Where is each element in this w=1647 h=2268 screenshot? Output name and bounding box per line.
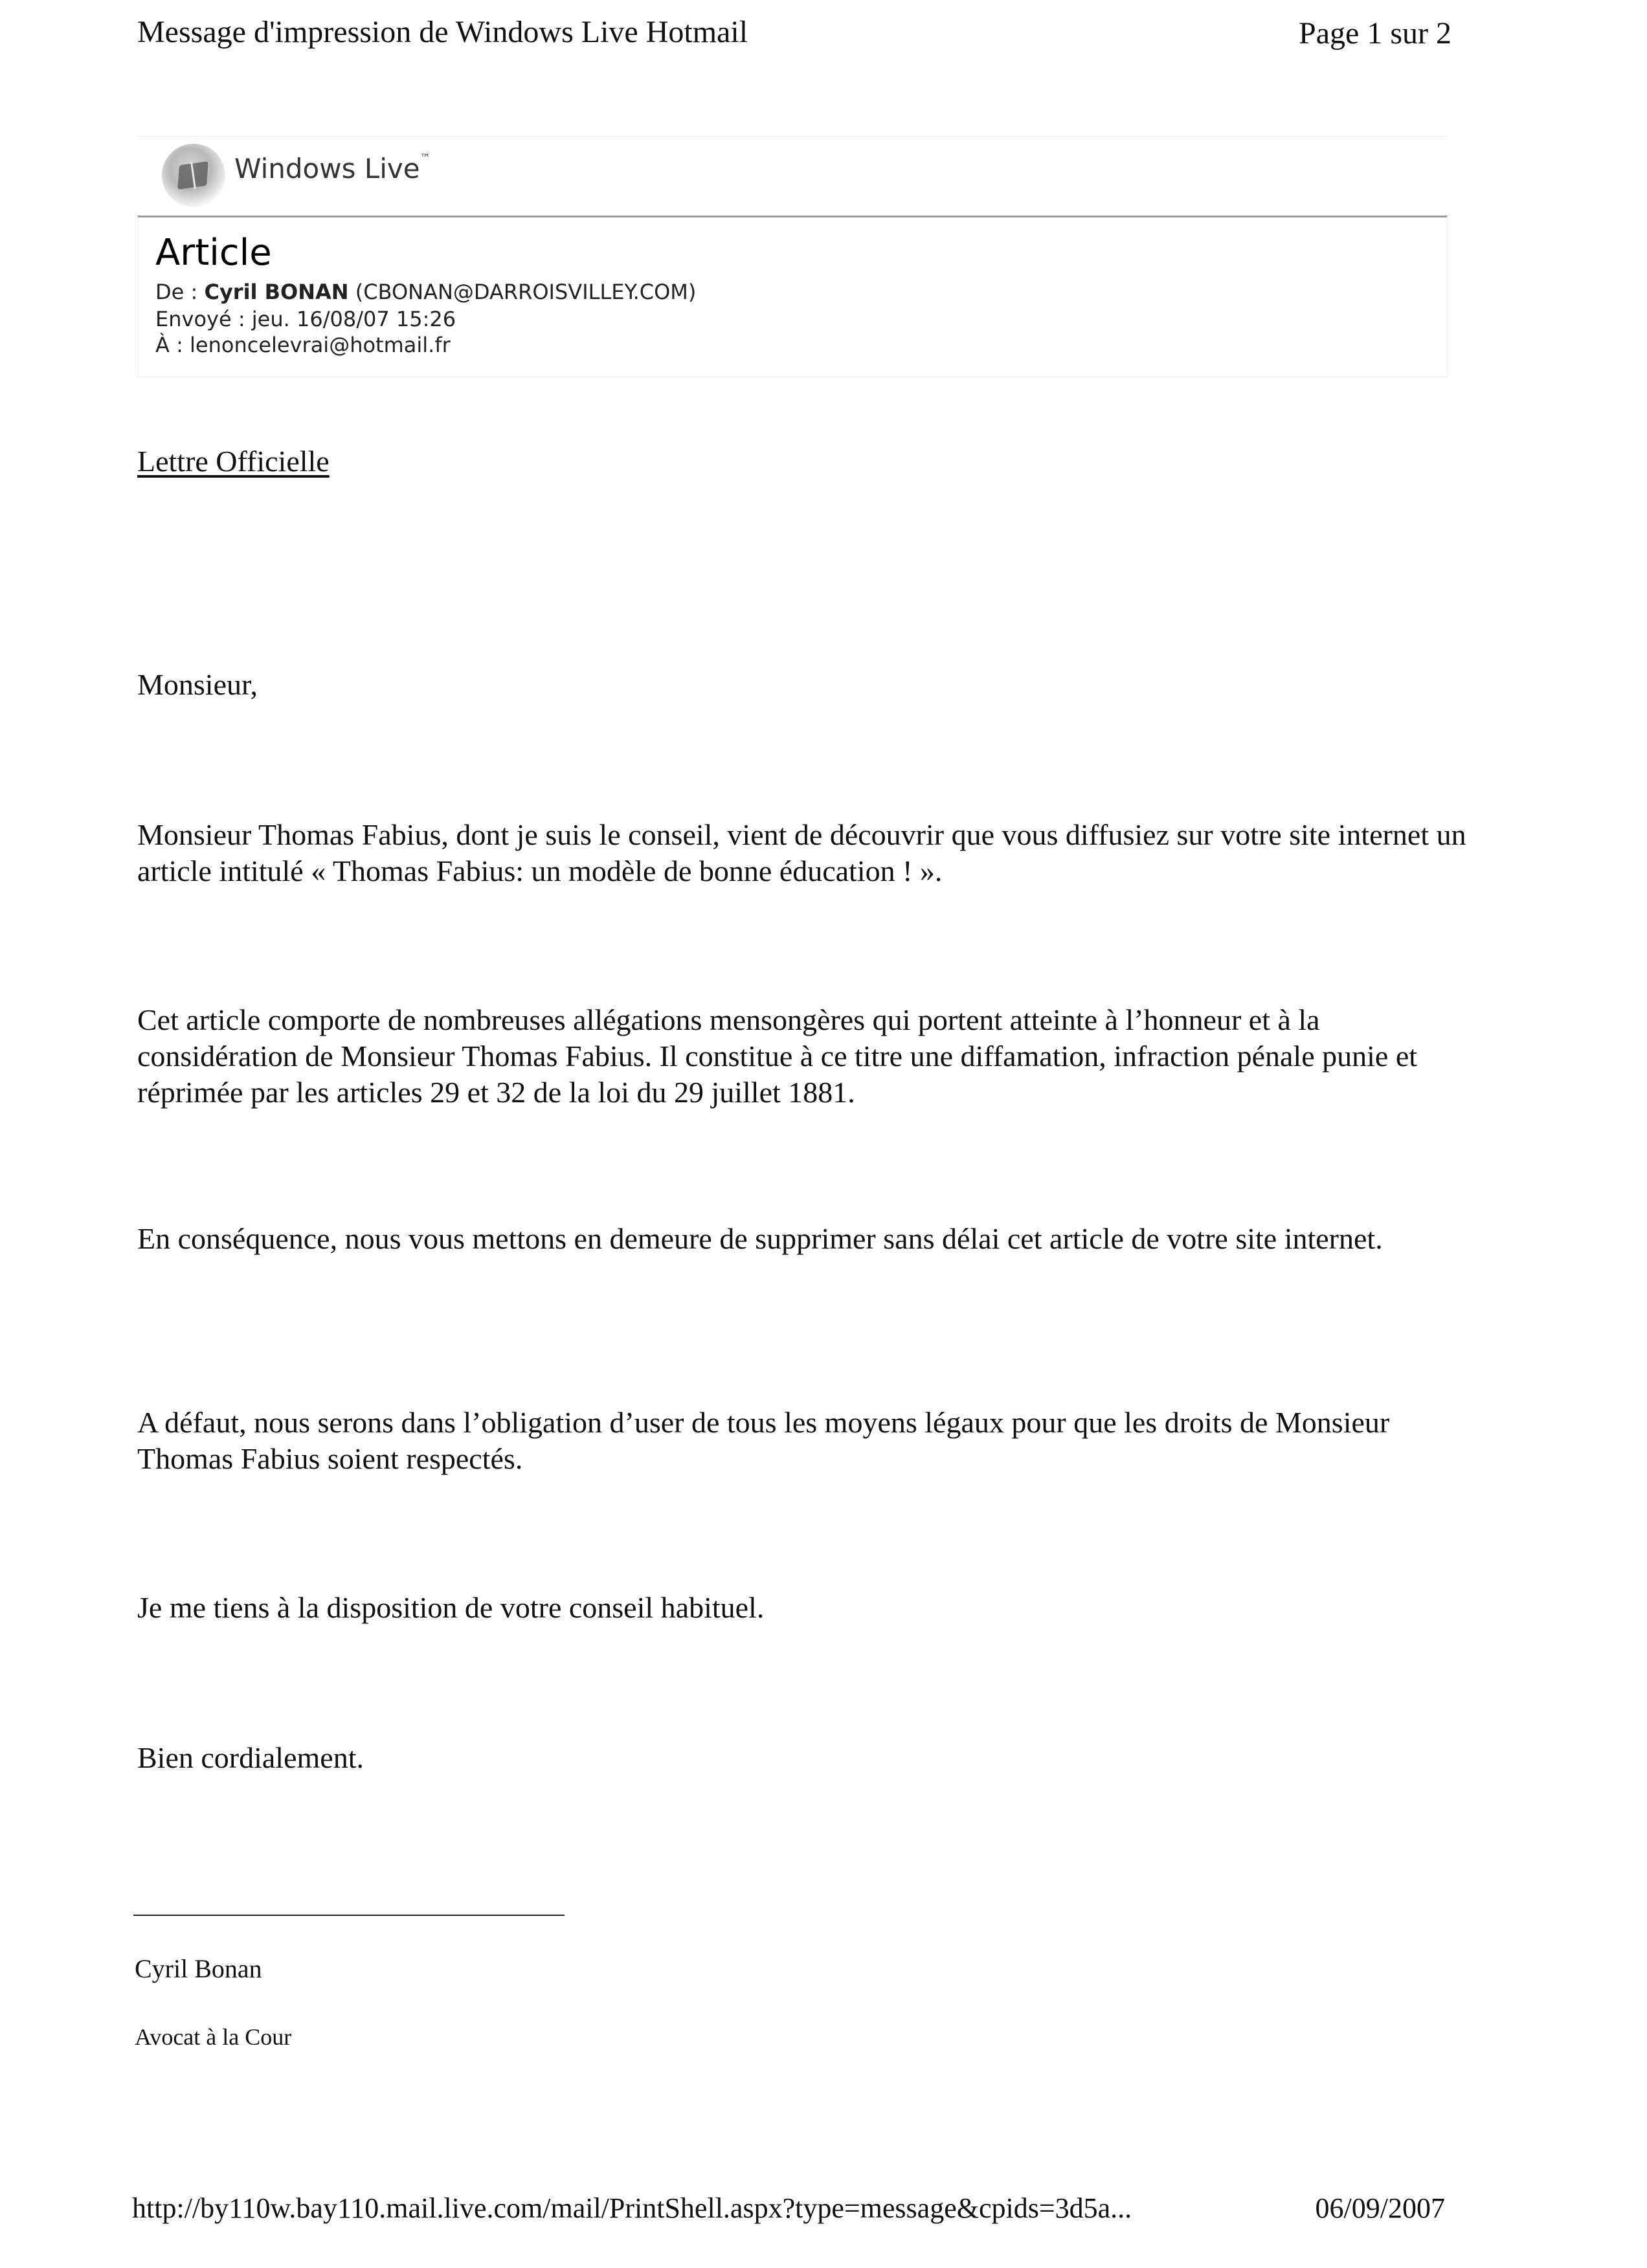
trademark-mark: ™ xyxy=(420,151,431,164)
signature-line xyxy=(133,1915,565,1916)
letter-paragraph: En conséquence, nous vous mettons en demeure de supprimer sans délai cet article de votre site internet. xyxy=(137,1222,1383,1255)
sender-name: Cyril BONAN xyxy=(204,280,349,304)
letter-paragraph: A défaut, nous serons dans l’obligation d’user de tous les moyens légaux pour que les droits de Monsieur Thomas Fabius soient respectés. xyxy=(137,1406,1390,1475)
sender-email: (CBONAN@DARROISVILLEY.COM) xyxy=(355,280,697,304)
closing: Bien cordialement. xyxy=(137,1741,364,1774)
footer-date: 06/09/2007 xyxy=(1315,2192,1445,2224)
print-header-title: Message d'impression de Windows Live Hotmail xyxy=(137,15,748,49)
salutation: Monsieur, xyxy=(137,668,258,701)
page-number: Page 1 sur 2 xyxy=(1299,16,1451,50)
letter-paragraph: Monsieur Thomas Fabius, dont je suis le conseil, vient de découvrir que vous diffusiez sur votre site internet un article intitulé « Thomas Fabius: un modèle de bonne éducation ! ». xyxy=(137,818,1466,887)
windows-flag-icon xyxy=(162,144,225,207)
sent-line xyxy=(155,307,456,331)
brand-name: Windows Live xyxy=(234,153,420,184)
from-line xyxy=(155,280,696,304)
to-label: À : xyxy=(155,333,183,357)
windows-live-brand xyxy=(234,153,431,184)
message-subject: Article xyxy=(155,232,272,274)
to-line xyxy=(155,333,451,357)
sent-date: jeu. 16/08/07 15:26 xyxy=(251,307,456,331)
signature-title: Avocat à la Cour xyxy=(135,2024,292,2050)
signature-name: Cyril Bonan xyxy=(135,1954,262,1983)
from-label: De : xyxy=(155,280,198,304)
footer-url: http://by110w.bay110.mail.live.com/mail/PrintShell.aspx?type=message&cpids=3d5a... xyxy=(132,2192,1132,2224)
recipient-email: lenoncelevrai@hotmail.fr xyxy=(190,333,451,357)
letter-heading: Lettre Officielle xyxy=(137,445,330,478)
letter-paragraph: Je me tiens à la disposition de votre conseil habituel. xyxy=(137,1591,765,1624)
sent-label: Envoyé : xyxy=(155,307,245,331)
letter-paragraph: Cet article comporte de nombreuses allégations mensongères qui portent atteinte à l’honneur et à la considération de Monsieur Thomas Fabius. Il constitue à ce titre une diffamation, infraction pénale punie et réprimée par les articles 29 et 32 de la loi du 29 juillet 1881. xyxy=(137,1003,1418,1109)
